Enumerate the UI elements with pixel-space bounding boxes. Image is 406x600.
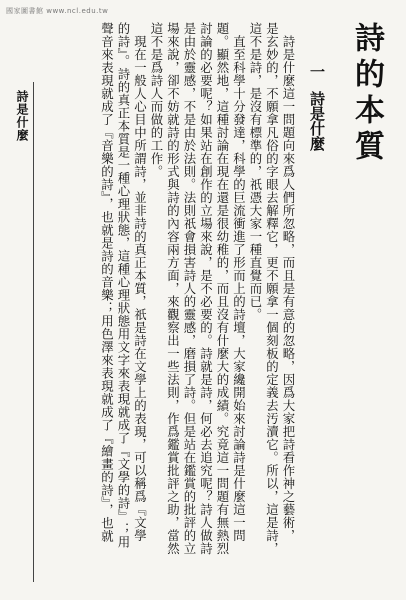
running-head: 詩是什麼 <box>15 90 29 142</box>
body-text: 詩是什麼這一問題向來爲人們所忽略，而且是有意的忽略，因爲大家把詩看作神之藝術， 是玄妙的，不願拿凡俗的字眼去解釋它，更不願拿一個刻板的定義去汚瀆它。所以，這是詩， 這不是詩，是沒有標準的，祇憑大家一種直覺而已。 直至科學十分發達，科學的巨流衝進了形而上的詩壇，大家纔開始來討論詩是什麼這一問 題。顯然地，這種討論在現在還是很幼稚的，而且沒有什麼大的成績。究竟這一問題有無熱烈 討論的必要呢？如果站在創作的立場來說，是不必要的。詩就是詩，何必去追究呢？詩人做詩 是由於靈感，不是由於法則。法則祇會損害詩人的靈感，磨損了詩。但是站在鑑賞的批評的立 場來說，卻不妨就詩的形式與詩的內容兩方面，來觀察出一些法則，作爲鑑賞批評之助，當然 這不是爲詩人而做的工作。 現在一般人心目中所謂詩，並非詩的真正本質，祇是詩在文學上的表現，可以稱爲『文學 的詩』。詩的真正本質是一種心理狀態，這種心理狀態用文字來表現就成了『文學的詩』；用 聲音來表現就成了『音樂的詩』，也就是詩的音樂；用色澤來表現就成了『繪畫的詩』，也就 <box>99 22 296 555</box>
library-watermark: 國家圖書館 www.ncl.edu.tw <box>6 7 109 15</box>
chapter-title: 詩的本質 <box>349 22 384 166</box>
section-title: 詩是什麼 <box>308 91 326 151</box>
section-heading <box>307 64 328 151</box>
section-number: 一 <box>308 64 326 79</box>
margin-rule <box>33 82 34 582</box>
